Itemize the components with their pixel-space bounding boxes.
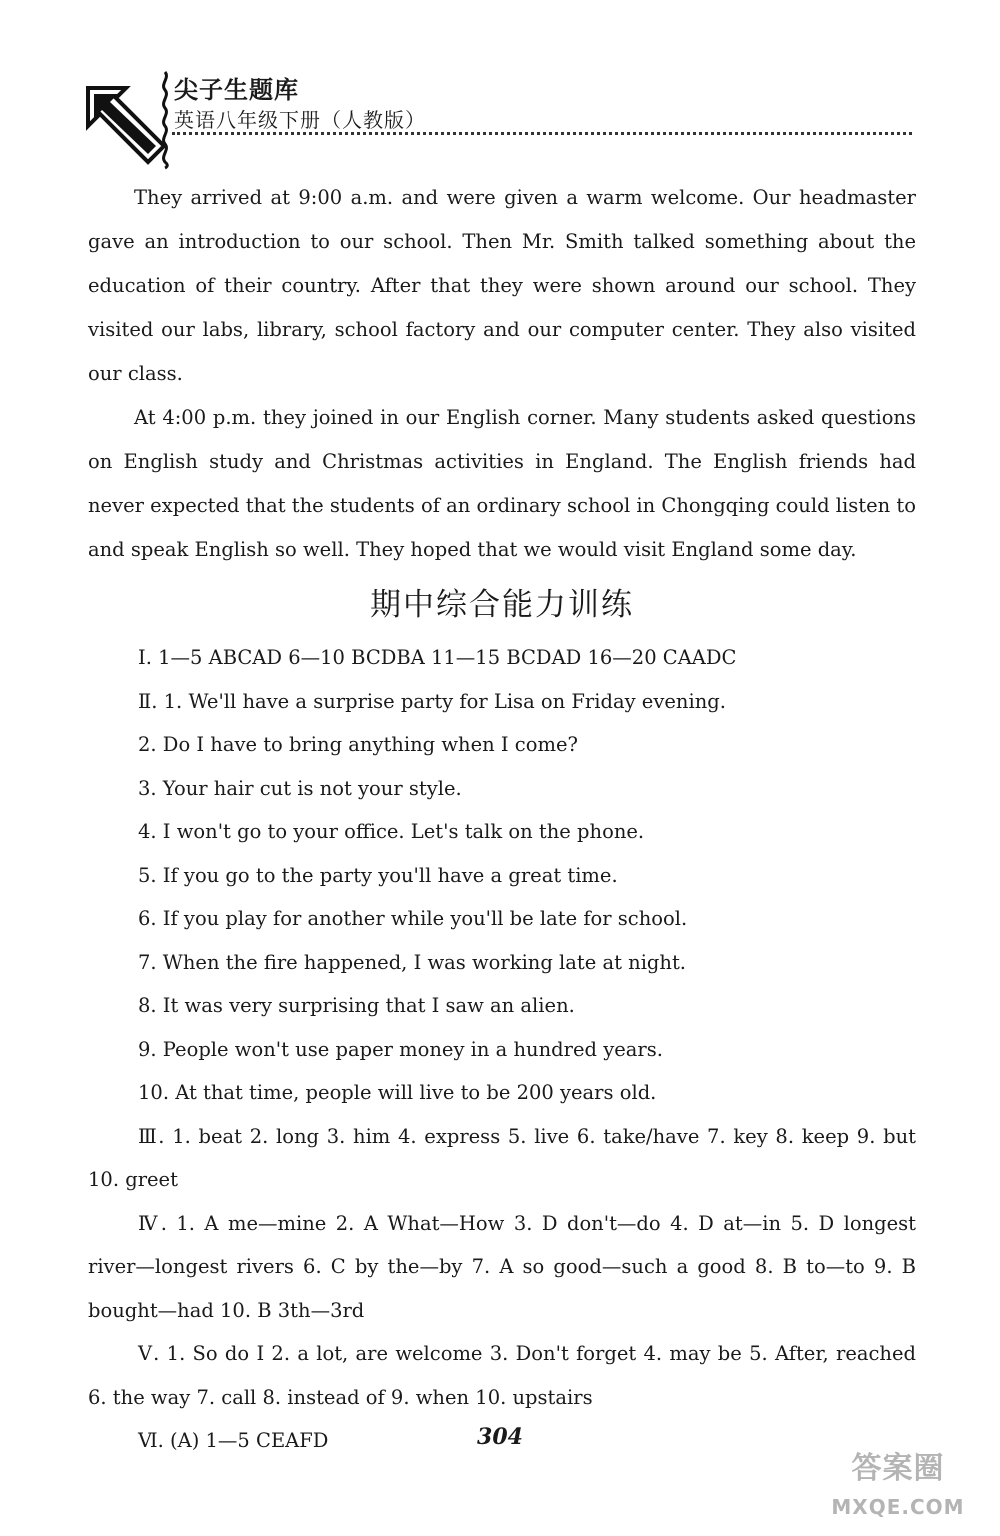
watermark-logo [808, 1438, 988, 1528]
page-header [80, 60, 920, 170]
answer-part-2-item: Ⅱ. 1. We'll have a surprise party for Lisa on Friday evening. [138, 689, 726, 713]
passage-paragraph-2: At 4:00 p.m. they joined in our English corner. Many students asked questions on English study and Christmas activities in England. The English friends had never expected that the students of an ordinary school in Chongqing could listen to and speak English so well. They hoped that we would visit England some day. [88, 406, 916, 561]
answer-part-5: Ⅴ. 1. So do I 2. a lot, are welcome 3. Don't forget 4. may be 5. After, reached 6. the way 7. call 8. instead of 9. when 10. upstairs [88, 1342, 916, 1409]
answer-part-2-item: 6. If you play for another while you'll be late for school. [138, 907, 688, 930]
page-number: 304 [477, 1424, 523, 1450]
answer-part-2-item: 9. People won't use paper money in a hundred years. [138, 1037, 663, 1061]
answer-part-4: Ⅳ. 1. A me—mine 2. A What—How 3. D don't—do 4. D at—in 5. D longest river—longest rivers 6. C by the—by 7. A so good—such a good 8. B to—to 9. B bought—had 10. B 3th—3rd [88, 1211, 916, 1322]
header-divider [172, 132, 912, 135]
answer-part-2-item: 10. At that time, people will live to be 200 years old. [138, 1081, 657, 1104]
page-content [88, 176, 916, 1463]
answer-part-3: Ⅲ. 1. beat 2. long 3. him 4. express 5. live 6. take/have 7. key 8. keep 9. but 10. greet [88, 1124, 916, 1191]
answer-part-2-item: 4. I won't go to your office. Let's talk on the phone. [138, 820, 645, 843]
passage-paragraph-1: They arrived at 9:00 a.m. and were given a warm welcome. Our headmaster gave an introduction to our school. Then Mr. Smith talked something about the education of their country. After that they were shown around our school. They visited our labs, library, school factory and our computer center. They also visited our class. [88, 186, 916, 385]
answer-part-6: Ⅵ. (A) 1—5 CEAFD [138, 1429, 329, 1452]
arrow-logo-icon [80, 80, 170, 170]
watermark-url: MXQE.COM [831, 1495, 965, 1519]
watermark-cn: 答案圈 [851, 1451, 945, 1486]
answer-part-2-item: 8. It was very surprising that I saw an alien. [138, 994, 575, 1017]
wavy-divider-icon [158, 70, 172, 170]
answer-part-2-item: 3. Your hair cut is not your style. [138, 776, 462, 800]
answer-part-1: Ⅰ. 1—5 ABCAD 6—10 BCDBA 11—15 BCDAD 16—20 CAADC [138, 646, 737, 669]
answer-part-2-item: 7. When the fire happened, I was working late at night. [138, 950, 687, 974]
book-title: 英语八年级下册（人教版） [174, 108, 426, 132]
answer-part-2-item: 5. If you go to the party you'll have a great time. [138, 863, 618, 887]
section-title: 期中综合能力训练 [370, 587, 634, 623]
answer-part-2-item: 2. Do I have to bring anything when I come? [138, 733, 578, 756]
series-title: 尖子生题库 [174, 76, 299, 104]
